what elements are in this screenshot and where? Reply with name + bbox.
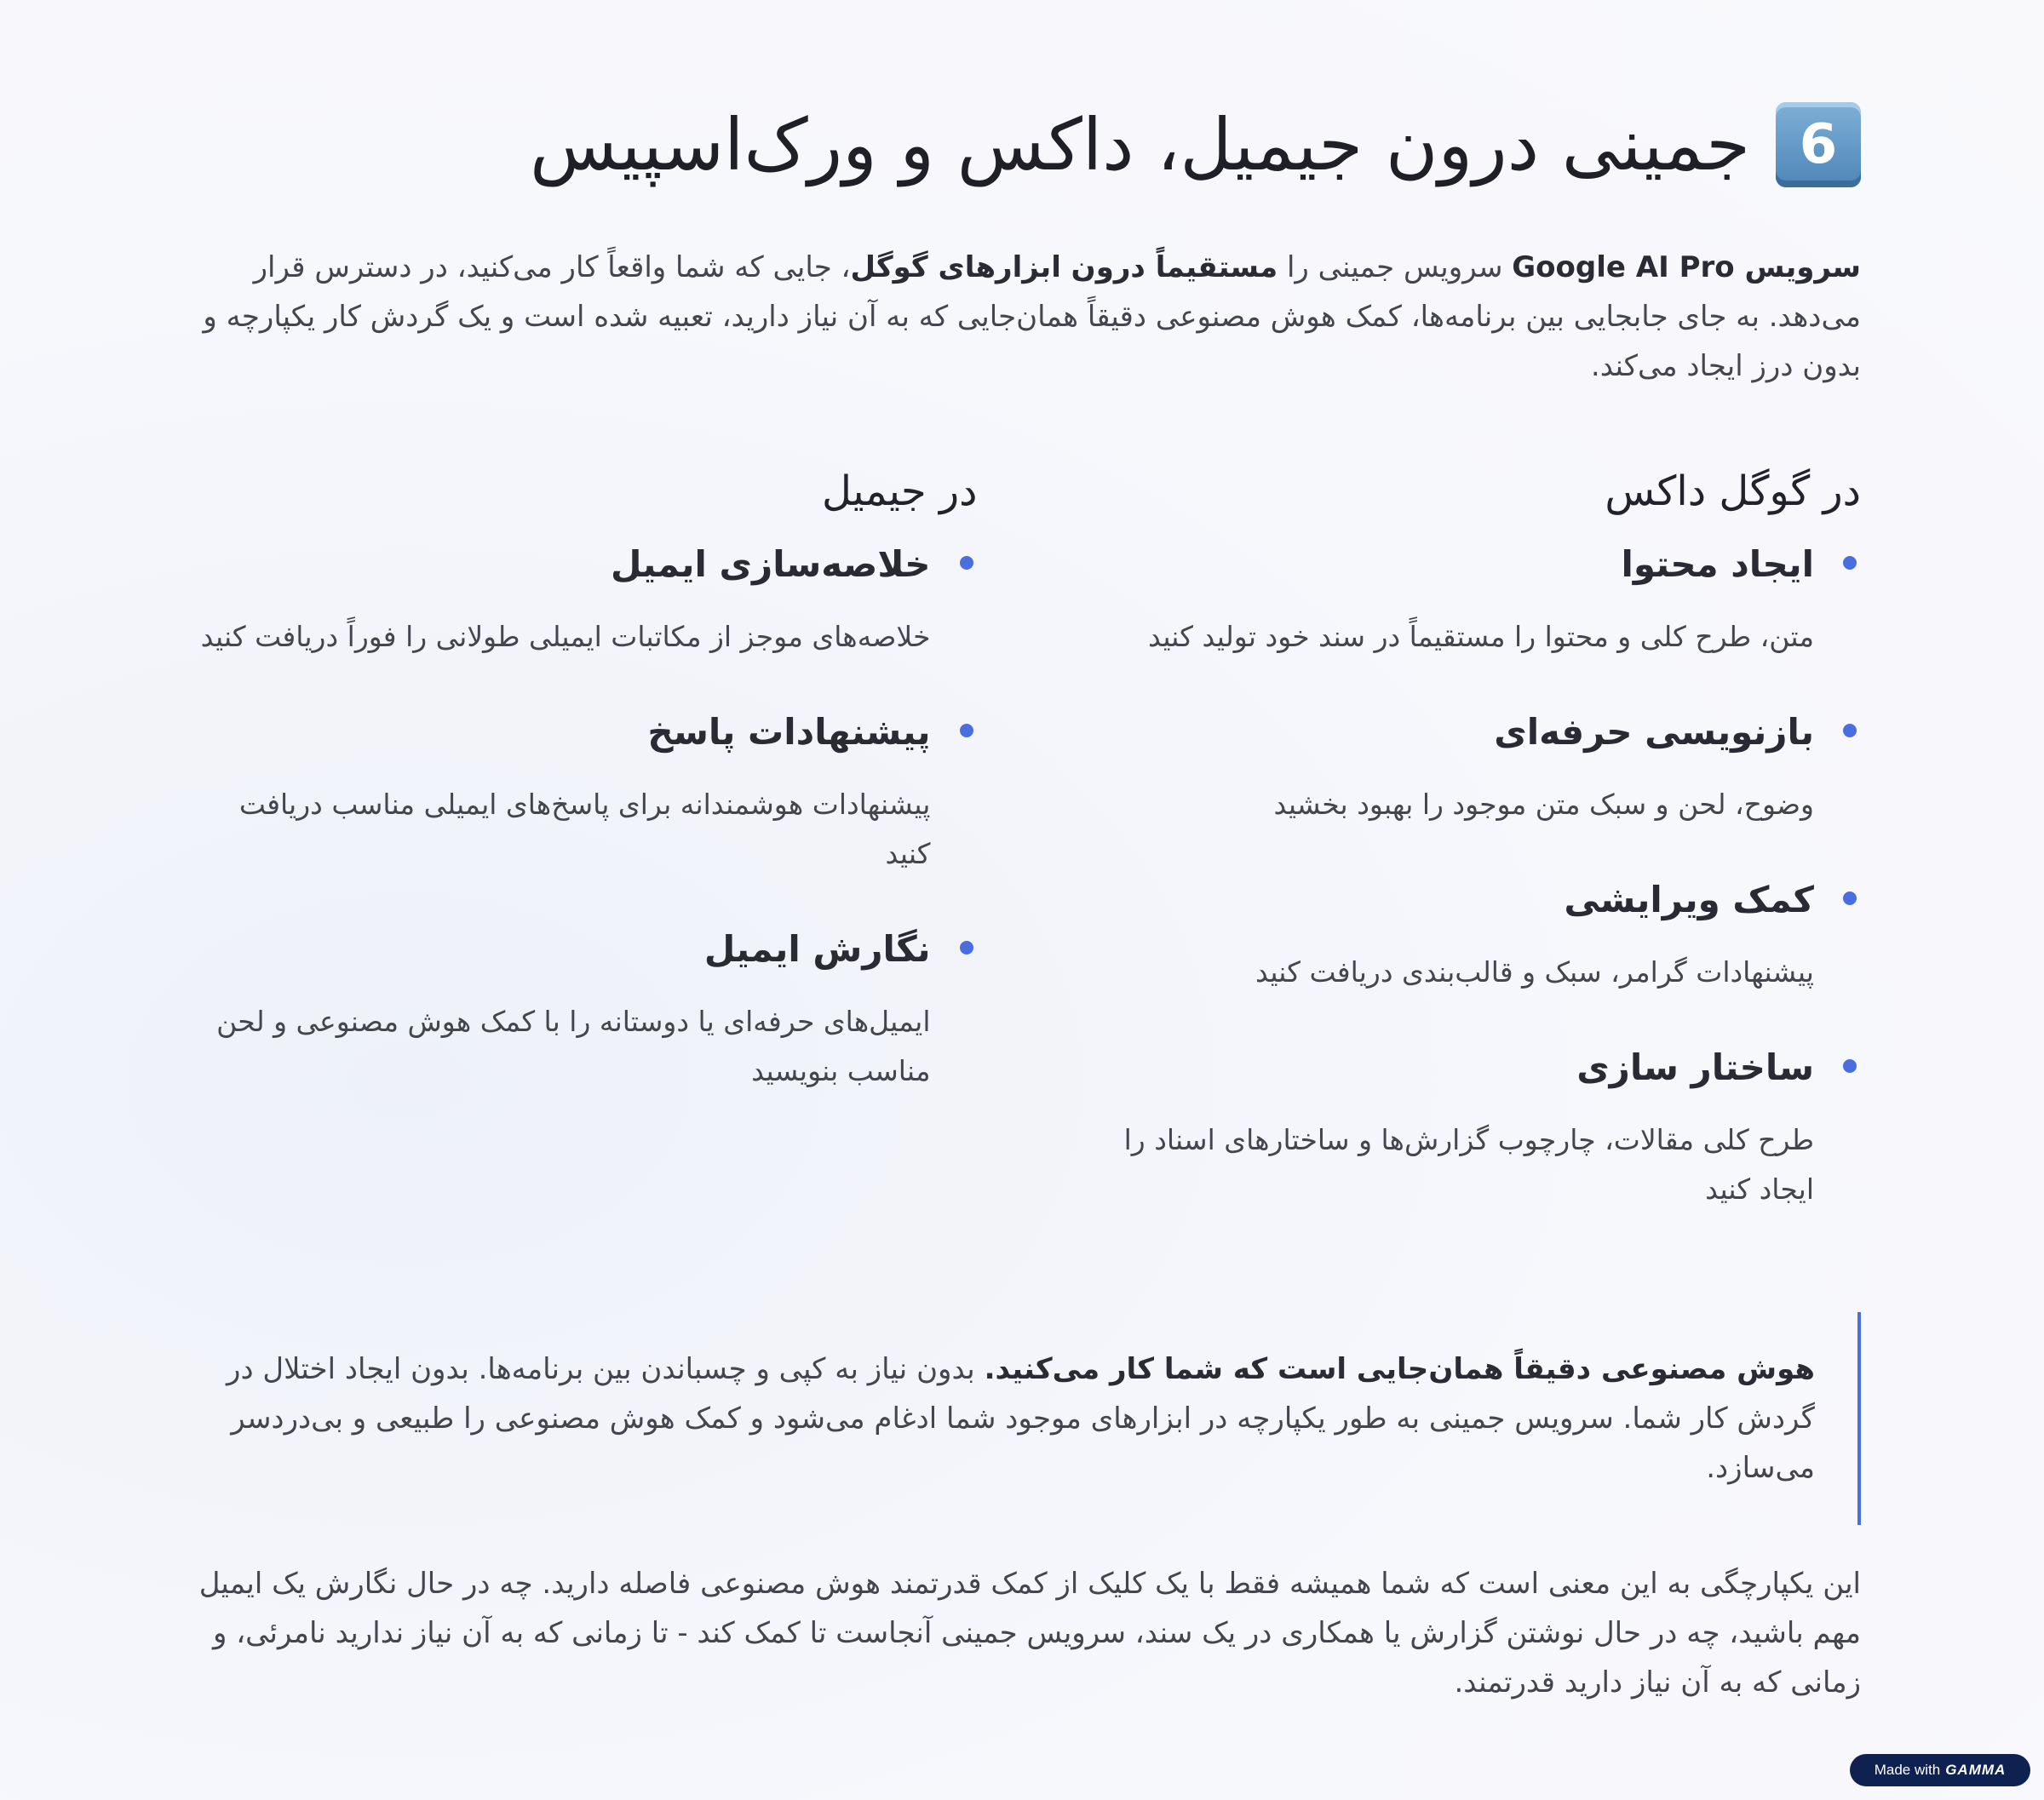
- list-item: [1071, 1044, 1862, 1214]
- bullet-dot-icon: [960, 724, 973, 737]
- title-row: [187, 85, 1861, 204]
- list-item: [1071, 876, 1862, 997]
- feature-description: وضوح، لحن و سبک متن موجود را بهبود بخشید: [1273, 788, 1814, 821]
- docs-column-title: در گوگل داکس: [1605, 467, 1861, 515]
- intro-paragraph: [187, 243, 1861, 391]
- bullet-dot-icon: [1843, 724, 1857, 737]
- keycap-six-icon: 6: [1776, 102, 1861, 187]
- callout-quote: [187, 1312, 1861, 1525]
- intro-lead-bold: سرویس Google AI Pro: [1512, 250, 1861, 284]
- list-item: [1071, 708, 1862, 829]
- intro-bold-2: مستقیماً درون ابزارهای گوگل: [850, 250, 1278, 284]
- feature-title: نگارش ایمیل: [703, 928, 931, 970]
- intro-text-2: ، جایی که شما واقعاً کار می‌کنید، در دسترس قرار می‌دهد. به جای جابجایی بین برنامه‌ها، کمک هوش مصنوعی دقیقاً همان‌جایی که به آن نیاز دارید، تعبیه شده است و یک گردش کار یکپارچه و بدون درز ایجاد می‌کند.: [203, 250, 1861, 383]
- feature-description: طرح کلی مقالات، چارچوب گزارش‌ها و ساختارهای اسناد را ایجاد کنید: [1123, 1123, 1814, 1206]
- closing-paragraph: این یکپارچگی به این معنی است که شما همیشه فقط با یک کلیک از کمک قدرتمند هوش مصنوعی فاصله دارید. چه در حال نگارش یک ایمیل مهم باشید، چه در حال نوشتن گزارش یا همکاری در یک سند، سرویس جمینی آنجاست تا کمک کند - تا زمانی که به آن نیاز ندارید نامرئی، و زمانی که به آن نیاز دارید قدرتمند.: [198, 1567, 1861, 1700]
- callout-bold: هوش مصنوعی دقیقاً همان‌جایی است که شما کار می‌کنید.: [984, 1352, 1815, 1386]
- feature-title: پیشنهادات پاسخ: [647, 711, 931, 753]
- page-title: جمینی درون جیمیل، داکس و ورک‌اسپیس: [529, 103, 1750, 186]
- feature-description: پیشنهادات هوشمندانه برای پاسخ‌های ایمیلی مناسب دریافت کنید: [238, 788, 931, 870]
- intro-text-1: سرویس جمینی را: [1278, 250, 1513, 284]
- feature-title: بازنویسی حرفه‌ای: [1494, 711, 1814, 753]
- feature-description: پیشنهادات گرامر، سبک و قالب‌بندی دریافت کنید: [1255, 955, 1814, 989]
- bullet-dot-icon: [960, 556, 973, 570]
- bullet-dot-icon: [1843, 891, 1857, 905]
- gamma-logo: GAMMA: [1945, 1762, 2007, 1778]
- feature-description: ایمیل‌های حرفه‌ای یا دوستانه را با کمک هوش مصنوعی و لحن مناسب بنویسید: [216, 1005, 931, 1087]
- list-item: [187, 541, 978, 662]
- list-item: [1071, 541, 1862, 662]
- badge-prefix: Made with: [1874, 1762, 1941, 1778]
- feature-title: کمک ویرایشی: [1564, 879, 1814, 920]
- feature-title: ساختار سازی: [1576, 1046, 1814, 1088]
- feature-title: خلاصه‌سازی ایمیل: [610, 543, 931, 585]
- bullet-dot-icon: [960, 941, 973, 954]
- feature-title: ایجاد محتوا: [1621, 543, 1814, 585]
- bullet-dot-icon: [1843, 556, 1857, 570]
- docs-column: [1071, 467, 1862, 1261]
- feature-description: خلاصه‌های موجز از مکاتبات ایمیلی طولانی را فوراً دریافت کنید: [200, 620, 931, 653]
- callout-text: بدون نیاز به کپی و چسباندن بین برنامه‌ها. بدون ایجاد اختلال در گردش کار شما. سرویس جمینی به طور یکپارچه در ابزارهای موجود شما ادغام می‌شود و کمک هوش مصنوعی را طبیعی و بی‌دردسر می‌سازد.: [227, 1352, 1815, 1485]
- list-item: [187, 708, 978, 879]
- list-item: [187, 926, 978, 1096]
- feature-columns: [187, 467, 1861, 1261]
- gmail-column: [187, 467, 978, 1261]
- bullet-dot-icon: [1843, 1059, 1857, 1073]
- gmail-column-title: در جیمیل: [821, 467, 978, 515]
- slide-content: [187, 85, 1861, 1736]
- made-with-gamma-badge[interactable]: [1850, 1754, 2030, 1786]
- feature-description: متن، طرح کلی و محتوا را مستقیماً در سند خود تولید کنید: [1148, 620, 1814, 653]
